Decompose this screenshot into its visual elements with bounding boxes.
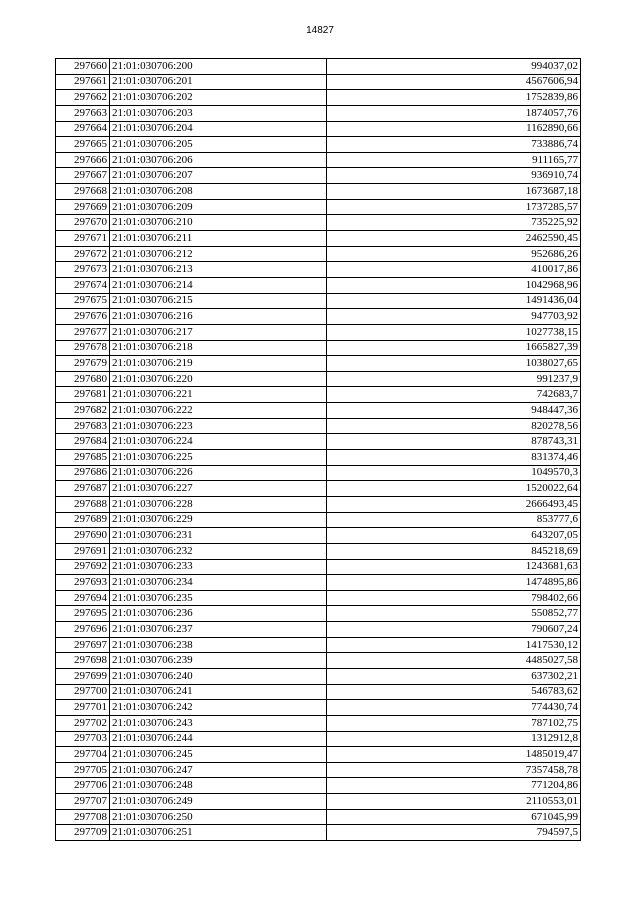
row-number-cell: 297667 — [56, 168, 110, 184]
table-row — [56, 309, 581, 325]
cadastral-number-cell: 21:01:030706:226 — [110, 465, 327, 481]
cadastral-number-cell: 21:01:030706:218 — [110, 340, 327, 356]
cadastral-number-cell: 21:01:030706:244 — [110, 731, 327, 747]
row-number-cell: 297700 — [56, 684, 110, 700]
cadastral-number-cell: 21:01:030706:239 — [110, 653, 327, 669]
cadastral-number-cell: 21:01:030706:241 — [110, 684, 327, 700]
cadastral-number-cell: 21:01:030706:212 — [110, 246, 327, 262]
cadastral-number-cell: 21:01:030706:213 — [110, 262, 327, 278]
table-row — [56, 825, 581, 841]
table-row — [56, 137, 581, 153]
cadastral-value-cell: 1874057,76 — [327, 105, 581, 121]
cadastral-number-cell: 21:01:030706:206 — [110, 152, 327, 168]
cadastral-value-cell: 671045,99 — [327, 809, 581, 825]
row-number-cell: 297665 — [56, 137, 110, 153]
row-number-cell: 297682 — [56, 403, 110, 419]
row-number-cell: 297669 — [56, 199, 110, 215]
cadastral-number-cell: 21:01:030706:240 — [110, 668, 327, 684]
cadastral-value-cell: 1049570,3 — [327, 465, 581, 481]
cadastral-number-cell: 21:01:030706:231 — [110, 528, 327, 544]
cadastral-number-cell: 21:01:030706:205 — [110, 137, 327, 153]
row-number-cell: 297702 — [56, 715, 110, 731]
table-row — [56, 105, 581, 121]
row-number-cell: 297681 — [56, 387, 110, 403]
cadastral-value-cell: 742683,7 — [327, 387, 581, 403]
row-number-cell: 297709 — [56, 825, 110, 841]
table-row — [56, 528, 581, 544]
table-row — [56, 684, 581, 700]
cadastral-number-cell: 21:01:030706:209 — [110, 199, 327, 215]
cadastral-number-cell: 21:01:030706:200 — [110, 59, 327, 75]
table-row — [56, 59, 581, 75]
table-row — [56, 371, 581, 387]
cadastral-number-cell: 21:01:030706:211 — [110, 231, 327, 247]
row-number-cell: 297690 — [56, 528, 110, 544]
table-row — [56, 90, 581, 106]
row-number-cell: 297678 — [56, 340, 110, 356]
cadastral-number-cell: 21:01:030706:225 — [110, 450, 327, 466]
row-number-cell: 297699 — [56, 668, 110, 684]
row-number-cell: 297677 — [56, 324, 110, 340]
row-number-cell: 297689 — [56, 512, 110, 528]
cadastral-value-cell: 1312912,8 — [327, 731, 581, 747]
cadastral-value-cell: 1491436,04 — [327, 293, 581, 309]
row-number-cell: 297694 — [56, 590, 110, 606]
row-number-cell: 297698 — [56, 653, 110, 669]
cadastral-value-cell: 774430,74 — [327, 700, 581, 716]
cadastral-number-cell: 21:01:030706:235 — [110, 590, 327, 606]
row-number-cell: 297666 — [56, 152, 110, 168]
cadastral-value-cell: 878743,31 — [327, 434, 581, 450]
row-number-cell: 297679 — [56, 356, 110, 372]
row-number-cell: 297687 — [56, 481, 110, 497]
table-row — [56, 340, 581, 356]
table-row — [56, 184, 581, 200]
table-row — [56, 356, 581, 372]
row-number-cell: 297691 — [56, 543, 110, 559]
cadastral-value-cell: 1474895,86 — [327, 575, 581, 591]
row-number-cell: 297671 — [56, 231, 110, 247]
cadastral-number-cell: 21:01:030706:227 — [110, 481, 327, 497]
table-row — [56, 199, 581, 215]
table-row — [56, 168, 581, 184]
row-number-cell: 297688 — [56, 496, 110, 512]
table-row — [56, 700, 581, 716]
cadastral-number-cell: 21:01:030706:249 — [110, 794, 327, 810]
cadastral-number-cell: 21:01:030706:229 — [110, 512, 327, 528]
row-number-cell: 297673 — [56, 262, 110, 278]
cadastral-number-cell: 21:01:030706:243 — [110, 715, 327, 731]
cadastral-value-cell: 831374,46 — [327, 450, 581, 466]
row-number-cell: 297697 — [56, 637, 110, 653]
row-number-cell: 297676 — [56, 309, 110, 325]
cadastral-number-cell: 21:01:030706:215 — [110, 293, 327, 309]
row-number-cell: 297707 — [56, 794, 110, 810]
cadastral-value-cell: 820278,56 — [327, 418, 581, 434]
table-row — [56, 543, 581, 559]
cadastral-number-cell: 21:01:030706:247 — [110, 762, 327, 778]
row-number-cell: 297670 — [56, 215, 110, 231]
table-row — [56, 465, 581, 481]
row-number-cell: 297696 — [56, 622, 110, 638]
table-row — [56, 215, 581, 231]
cadastral-value-cell: 991237,9 — [327, 371, 581, 387]
cadastral-value-cell: 1673687,18 — [327, 184, 581, 200]
cadastral-value-cell: 947703,92 — [327, 309, 581, 325]
cadastral-number-cell: 21:01:030706:248 — [110, 778, 327, 794]
table-row — [56, 152, 581, 168]
cadastral-value-cell: 1162890,66 — [327, 121, 581, 137]
table-row — [56, 74, 581, 90]
row-number-cell: 297675 — [56, 293, 110, 309]
cadastral-value-cell: 2110553,01 — [327, 794, 581, 810]
table-row — [56, 481, 581, 497]
table-row — [56, 778, 581, 794]
table-row — [56, 277, 581, 293]
cadastral-number-cell: 21:01:030706:210 — [110, 215, 327, 231]
cadastral-value-cell: 1737285,57 — [327, 199, 581, 215]
cadastral-number-cell: 21:01:030706:217 — [110, 324, 327, 340]
cadastral-value-cell: 798402,66 — [327, 590, 581, 606]
cadastral-value-cell: 2666493,45 — [327, 496, 581, 512]
table-row — [56, 434, 581, 450]
cadastral-value-cell: 733886,74 — [327, 137, 581, 153]
cadastral-number-cell: 21:01:030706:238 — [110, 637, 327, 653]
row-number-cell: 297663 — [56, 105, 110, 121]
table-row — [56, 715, 581, 731]
table-row — [56, 246, 581, 262]
cadastral-number-cell: 21:01:030706:245 — [110, 747, 327, 763]
row-number-cell: 297660 — [56, 59, 110, 75]
row-number-cell: 297692 — [56, 559, 110, 575]
table-row — [56, 121, 581, 137]
table-row — [56, 262, 581, 278]
cadastral-value-cell: 787102,75 — [327, 715, 581, 731]
row-number-cell: 297683 — [56, 418, 110, 434]
cadastral-number-cell: 21:01:030706:237 — [110, 622, 327, 638]
cadastral-number-cell: 21:01:030706:223 — [110, 418, 327, 434]
table-row — [56, 809, 581, 825]
row-number-cell: 297706 — [56, 778, 110, 794]
row-number-cell: 297686 — [56, 465, 110, 481]
cadastral-number-cell: 21:01:030706:216 — [110, 309, 327, 325]
table-row — [56, 668, 581, 684]
cadastral-value-cell: 1027738,15 — [327, 324, 581, 340]
cadastral-value-cell: 2462590,45 — [327, 231, 581, 247]
cadastral-value-cell: 7357458,78 — [327, 762, 581, 778]
table-row — [56, 559, 581, 575]
cadastral-value-cell: 550852,77 — [327, 606, 581, 622]
cadastral-value-cell: 410017,86 — [327, 262, 581, 278]
page-number: 14827 — [306, 25, 334, 36]
table-row — [56, 450, 581, 466]
table-row — [56, 387, 581, 403]
table-row — [56, 575, 581, 591]
cadastral-value-cell: 1485019,47 — [327, 747, 581, 763]
cadastral-value-cell: 952686,26 — [327, 246, 581, 262]
cadastral-value-cell: 1243681,63 — [327, 559, 581, 575]
cadastral-value-cell: 637302,21 — [327, 668, 581, 684]
cadastral-number-cell: 21:01:030706:234 — [110, 575, 327, 591]
cadastral-value-cell: 1417530,12 — [327, 637, 581, 653]
cadastral-value-cell: 1752839,86 — [327, 90, 581, 106]
cadastral-number-cell: 21:01:030706:233 — [110, 559, 327, 575]
row-number-cell: 297695 — [56, 606, 110, 622]
table-row — [56, 512, 581, 528]
cadastral-value-cell: 4485027,58 — [327, 653, 581, 669]
row-number-cell: 297701 — [56, 700, 110, 716]
row-number-cell: 297662 — [56, 90, 110, 106]
cadastral-number-cell: 21:01:030706:236 — [110, 606, 327, 622]
cadastral-value-cell: 1042968,96 — [327, 277, 581, 293]
row-number-cell: 297703 — [56, 731, 110, 747]
table-row — [56, 762, 581, 778]
cadastral-value-cell: 994037,02 — [327, 59, 581, 75]
table-row — [56, 496, 581, 512]
cadastral-value-cell: 546783,62 — [327, 684, 581, 700]
cadastral-number-cell: 21:01:030706:250 — [110, 809, 327, 825]
row-number-cell: 297704 — [56, 747, 110, 763]
cadastral-number-cell: 21:01:030706:208 — [110, 184, 327, 200]
row-number-cell: 297708 — [56, 809, 110, 825]
table-row — [56, 747, 581, 763]
cadastral-value-cell: 948447,36 — [327, 403, 581, 419]
cadastral-value-cell: 735225,92 — [327, 215, 581, 231]
row-number-cell: 297674 — [56, 277, 110, 293]
row-number-cell: 297668 — [56, 184, 110, 200]
row-number-cell: 297685 — [56, 450, 110, 466]
cadastral-number-cell: 21:01:030706:201 — [110, 74, 327, 90]
cadastral-value-cell: 1038027,65 — [327, 356, 581, 372]
cadastral-value-cell: 794597,5 — [327, 825, 581, 841]
cadastral-number-cell: 21:01:030706:222 — [110, 403, 327, 419]
row-number-cell: 297693 — [56, 575, 110, 591]
row-number-cell: 297680 — [56, 371, 110, 387]
cadastral-number-cell: 21:01:030706:204 — [110, 121, 327, 137]
table-row — [56, 293, 581, 309]
table-row — [56, 622, 581, 638]
table-row — [56, 324, 581, 340]
cadastral-number-cell: 21:01:030706:207 — [110, 168, 327, 184]
cadastral-value-cell: 1520022,64 — [327, 481, 581, 497]
cadastral-value-cell: 790607,24 — [327, 622, 581, 638]
cadastral-value-cell: 911165,77 — [327, 152, 581, 168]
table-row — [56, 637, 581, 653]
cadastral-number-cell: 21:01:030706:232 — [110, 543, 327, 559]
cadastral-value-cell: 1665827,39 — [327, 340, 581, 356]
table-row — [56, 731, 581, 747]
cadastral-number-cell: 21:01:030706:251 — [110, 825, 327, 841]
cadastral-number-cell: 21:01:030706:242 — [110, 700, 327, 716]
cadastral-number-cell: 21:01:030706:214 — [110, 277, 327, 293]
cadastral-value-cell: 845218,69 — [327, 543, 581, 559]
cadastral-number-cell: 21:01:030706:228 — [110, 496, 327, 512]
cadastral-value-cell: 853777,6 — [327, 512, 581, 528]
table-row — [56, 794, 581, 810]
row-number-cell: 297661 — [56, 74, 110, 90]
table-row — [56, 653, 581, 669]
cadastral-number-cell: 21:01:030706:221 — [110, 387, 327, 403]
table-row — [56, 606, 581, 622]
cadastral-value-cell: 936910,74 — [327, 168, 581, 184]
table-row — [56, 231, 581, 247]
row-number-cell: 297705 — [56, 762, 110, 778]
table-row — [56, 418, 581, 434]
table-body — [56, 59, 581, 841]
table-row — [56, 590, 581, 606]
cadastral-number-cell: 21:01:030706:203 — [110, 105, 327, 121]
cadastral-number-cell: 21:01:030706:219 — [110, 356, 327, 372]
table-row — [56, 403, 581, 419]
cadastral-value-table — [55, 58, 581, 841]
row-number-cell: 297672 — [56, 246, 110, 262]
row-number-cell: 297684 — [56, 434, 110, 450]
cadastral-value-cell: 771204,86 — [327, 778, 581, 794]
cadastral-value-cell: 643207,05 — [327, 528, 581, 544]
cadastral-value-cell: 4567606,94 — [327, 74, 581, 90]
cadastral-number-cell: 21:01:030706:220 — [110, 371, 327, 387]
cadastral-number-cell: 21:01:030706:224 — [110, 434, 327, 450]
cadastral-number-cell: 21:01:030706:202 — [110, 90, 327, 106]
row-number-cell: 297664 — [56, 121, 110, 137]
